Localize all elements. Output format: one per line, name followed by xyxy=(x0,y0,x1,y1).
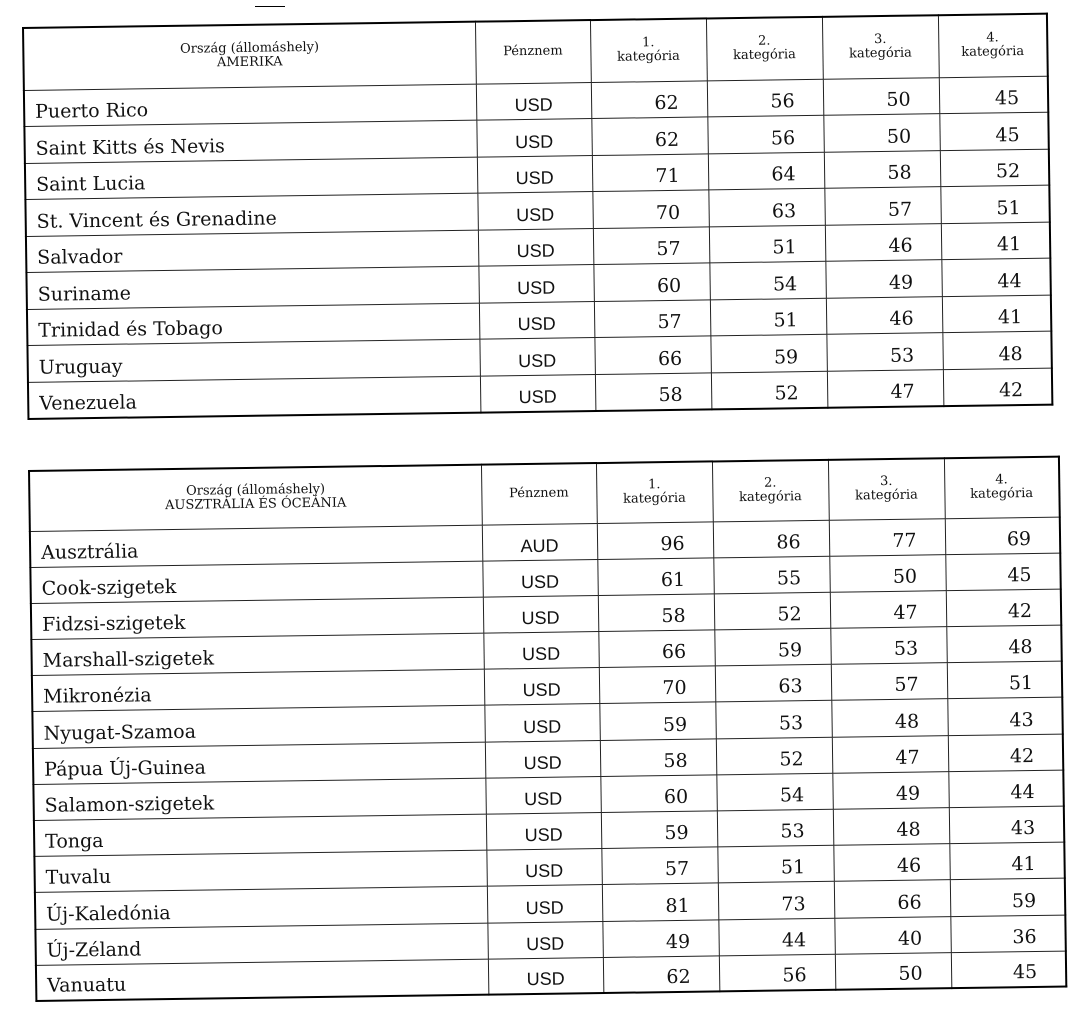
category-1-cell: 66 xyxy=(598,630,714,668)
currency-cell: USD xyxy=(477,192,592,230)
category-1-cell: 62 xyxy=(591,117,707,155)
category-4-header xyxy=(938,14,1048,78)
country-column-header xyxy=(23,22,476,90)
category-word: kategória xyxy=(622,491,686,507)
category-word: kategória xyxy=(970,486,1034,503)
category-3-cell: 47 xyxy=(830,591,946,629)
category-1-cell: 57 xyxy=(601,847,717,885)
country-cell: Fidzsi-szigetek xyxy=(31,597,483,639)
category-2-cell: 51 xyxy=(709,225,825,263)
category-3-cell: 57 xyxy=(831,663,947,701)
category-2-cell: 51 xyxy=(710,298,826,336)
category-3-header xyxy=(828,458,945,520)
category-3-cell: 49 xyxy=(832,771,948,809)
category-number: 3. xyxy=(873,32,887,48)
category-2-cell: 73 xyxy=(718,882,834,920)
category-2-cell: 56 xyxy=(719,954,835,992)
category-1-cell: 49 xyxy=(602,919,718,957)
category-2-cell: 52 xyxy=(711,371,827,409)
category-1-cell: 70 xyxy=(599,666,715,704)
category-1-cell: 57 xyxy=(594,299,710,337)
category-4-cell: 41 xyxy=(949,842,1064,880)
country-column-header xyxy=(29,465,482,531)
category-word: kategória xyxy=(738,489,802,506)
currency-cell: USD xyxy=(476,119,591,157)
category-1-cell: 70 xyxy=(592,190,708,228)
category-3-cell: 46 xyxy=(833,844,949,882)
category-1-cell: 81 xyxy=(602,883,718,921)
currency-cell: USD xyxy=(477,155,592,193)
category-3-cell: 46 xyxy=(825,223,941,261)
category-1-header xyxy=(596,461,713,523)
category-4-cell: 48 xyxy=(942,331,1051,369)
category-4-cell: 45 xyxy=(939,76,1048,114)
category-4-cell: 51 xyxy=(947,661,1062,699)
currency-column-header xyxy=(475,20,591,84)
category-2-cell: 53 xyxy=(717,809,833,847)
currency-cell: USD xyxy=(478,265,593,303)
country-cell: Mikronézia xyxy=(32,669,484,711)
category-3-cell: 53 xyxy=(826,333,942,371)
category-4-cell: 48 xyxy=(946,625,1061,663)
category-4-cell: 45 xyxy=(945,553,1060,591)
currency-header-label: Pénznem xyxy=(509,485,569,502)
country-cell: Saint Kitts és Nevis xyxy=(24,120,476,163)
currency-cell: USD xyxy=(479,301,594,339)
currency-cell: USD xyxy=(482,559,597,597)
country-header-label: Ország (állomáshely) xyxy=(185,482,326,500)
country-cell: Trinidad és Tobago xyxy=(27,303,479,346)
country-cell: Új-Zéland xyxy=(35,923,487,965)
allowance-table-america xyxy=(22,13,1053,420)
category-2-header xyxy=(706,17,823,81)
country-cell: Venezuela xyxy=(28,376,480,419)
category-3-cell: 58 xyxy=(824,150,940,188)
category-3-cell: 40 xyxy=(834,916,950,954)
allowance-table-australia-oceania xyxy=(28,456,1067,1003)
category-4-cell: 43 xyxy=(949,806,1064,844)
category-1-cell: 58 xyxy=(595,372,711,410)
currency-cell: USD xyxy=(476,82,591,120)
region-label: AUSZTRÁLIA ÉS ÓCEÁNIA xyxy=(164,495,347,514)
category-2-cell: 44 xyxy=(718,918,834,956)
category-word: kategória xyxy=(961,44,1025,61)
category-number: 1. xyxy=(641,35,655,51)
category-number: 3. xyxy=(879,474,893,490)
category-number: 1. xyxy=(647,477,661,493)
category-4-cell: 42 xyxy=(943,368,1052,406)
category-3-cell: 48 xyxy=(831,699,947,737)
country-header-label: Ország (állomáshely) xyxy=(179,40,320,58)
category-1-cell: 66 xyxy=(594,336,710,374)
category-2-cell: 54 xyxy=(716,773,832,811)
currency-cell: AUD xyxy=(482,523,597,561)
category-1-cell: 62 xyxy=(591,80,707,118)
category-2-cell: 63 xyxy=(715,665,831,703)
country-cell: Új-Kaledónia xyxy=(35,887,487,929)
country-cell: Uruguay xyxy=(27,339,479,382)
category-word: kategória xyxy=(848,45,912,62)
category-3-cell: 46 xyxy=(826,296,942,334)
category-2-cell: 56 xyxy=(707,115,823,153)
category-3-cell: 50 xyxy=(823,114,939,152)
category-2-cell: 53 xyxy=(715,701,831,739)
category-1-cell: 59 xyxy=(601,811,717,849)
category-2-header xyxy=(712,460,829,522)
category-word: kategória xyxy=(616,49,680,65)
currency-cell: USD xyxy=(484,668,599,706)
currency-column-header xyxy=(481,463,597,525)
currency-cell: USD xyxy=(486,813,601,851)
category-2-cell: 54 xyxy=(709,261,825,299)
country-cell: Tuvalu xyxy=(34,850,486,892)
country-cell: Salamon-szigetek xyxy=(33,778,485,820)
category-1-cell: 59 xyxy=(599,702,715,740)
category-3-cell: 77 xyxy=(829,518,945,556)
category-1-cell: 60 xyxy=(600,775,716,813)
category-2-cell: 59 xyxy=(714,628,830,666)
category-2-cell: 63 xyxy=(708,188,824,226)
category-1-cell: 71 xyxy=(592,153,708,191)
country-cell: Tonga xyxy=(34,814,486,856)
category-word: kategória xyxy=(854,487,918,504)
currency-header-label: Pénznem xyxy=(503,43,563,60)
category-number: 4. xyxy=(995,472,1008,488)
category-3-cell: 50 xyxy=(835,952,951,990)
category-1-cell: 96 xyxy=(597,521,713,559)
currency-cell: USD xyxy=(485,740,600,778)
category-3-cell: 47 xyxy=(827,369,943,407)
category-4-header xyxy=(944,457,1060,519)
country-cell: Puerto Rico xyxy=(24,84,476,127)
currency-cell: USD xyxy=(488,957,603,995)
category-1-cell: 57 xyxy=(593,226,709,264)
category-3-cell: 50 xyxy=(829,554,945,592)
category-2-cell: 52 xyxy=(716,737,832,775)
category-3-cell: 57 xyxy=(824,187,940,225)
category-3-cell: 49 xyxy=(825,260,941,298)
category-4-cell: 36 xyxy=(950,915,1065,953)
category-number: 2. xyxy=(757,33,771,49)
category-number: 2. xyxy=(763,475,777,491)
category-1-header xyxy=(590,18,707,82)
category-4-cell: 41 xyxy=(942,295,1051,333)
category-number: 4. xyxy=(986,30,999,46)
currency-cell: USD xyxy=(478,228,593,266)
country-cell: Salvador xyxy=(26,230,478,273)
category-3-cell: 66 xyxy=(834,880,950,918)
currency-cell: USD xyxy=(479,338,594,376)
category-4-cell: 44 xyxy=(948,770,1063,808)
category-4-cell: 69 xyxy=(945,517,1060,555)
country-cell: Vanuatu xyxy=(36,959,488,1001)
table-body xyxy=(24,76,1052,419)
category-2-cell: 86 xyxy=(713,520,829,558)
country-cell: Saint Lucia xyxy=(25,157,477,200)
currency-cell: USD xyxy=(484,704,599,742)
category-1-cell: 58 xyxy=(600,739,716,777)
category-4-cell: 41 xyxy=(941,222,1050,260)
currency-cell: USD xyxy=(486,849,601,887)
currency-cell: USD xyxy=(483,595,598,633)
category-word: kategória xyxy=(732,47,796,64)
currency-cell: USD xyxy=(487,921,602,959)
category-1-cell: 58 xyxy=(598,594,714,632)
category-2-cell: 64 xyxy=(708,152,824,190)
region-label: AMERIKA xyxy=(216,54,283,71)
category-4-cell: 59 xyxy=(950,878,1065,916)
category-4-cell: 51 xyxy=(940,185,1049,223)
category-2-cell: 52 xyxy=(714,592,830,630)
category-1-cell: 62 xyxy=(603,956,719,994)
currency-cell: USD xyxy=(483,632,598,670)
category-3-cell: 47 xyxy=(832,735,948,773)
category-4-cell: 44 xyxy=(941,258,1050,296)
country-cell: Marshall-szigetek xyxy=(31,633,483,675)
country-cell: Cook-szigetek xyxy=(30,561,482,603)
country-cell: Pápua Új-Guinea xyxy=(33,742,485,784)
category-2-cell: 51 xyxy=(717,845,833,883)
category-4-cell: 42 xyxy=(946,589,1061,627)
category-4-cell: 45 xyxy=(951,951,1066,989)
country-cell: Suriname xyxy=(26,266,478,309)
category-1-cell: 61 xyxy=(597,558,713,596)
country-cell: St. Vincent és Grenadine xyxy=(25,193,477,236)
country-cell: Nyugat-Szamoa xyxy=(32,706,484,748)
currency-cell: USD xyxy=(487,885,602,923)
category-4-cell: 45 xyxy=(939,112,1048,150)
category-3-header xyxy=(822,15,939,79)
category-4-cell: 43 xyxy=(947,698,1062,736)
category-3-cell: 50 xyxy=(823,77,939,115)
category-1-cell: 60 xyxy=(593,263,709,301)
table-body xyxy=(30,517,1066,1002)
category-3-cell: 48 xyxy=(833,808,949,846)
currency-cell: USD xyxy=(485,776,600,814)
category-2-cell: 55 xyxy=(713,556,829,594)
category-4-cell: 42 xyxy=(948,734,1063,772)
country-cell: Ausztrália xyxy=(30,525,482,567)
category-2-cell: 59 xyxy=(710,334,826,372)
category-3-cell: 53 xyxy=(830,627,946,665)
currency-cell: USD xyxy=(480,374,595,412)
top-rule xyxy=(255,6,285,7)
category-2-cell: 56 xyxy=(707,79,823,117)
category-4-cell: 52 xyxy=(940,149,1049,187)
